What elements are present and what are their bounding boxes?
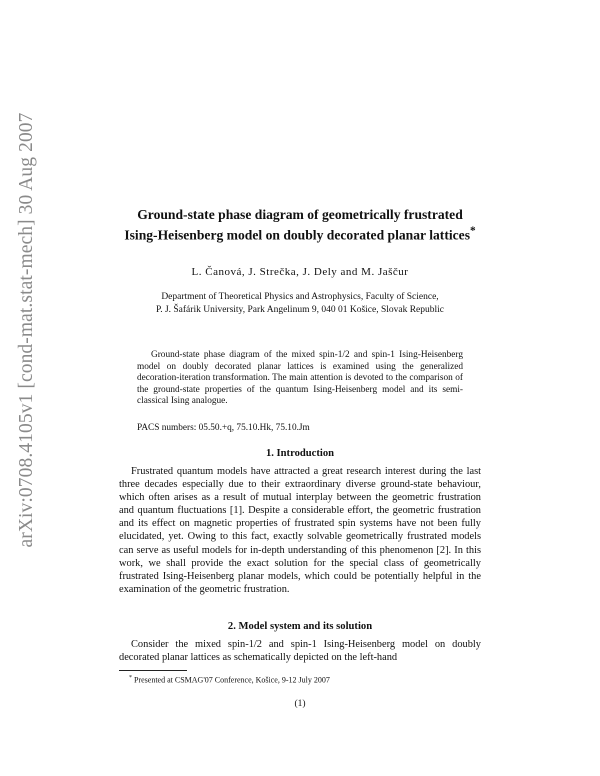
paper-title	[119, 206, 481, 244]
arxiv-sidebar	[14, 60, 40, 600]
paper-title-text: Ground-state phase diagram of geometrically frustrated Ising-Heisenberg model on doubly decorated planar lattices	[124, 207, 470, 243]
footnote-text: Presented at CSMAG'07 Conference, Košice, 9-12 July 2007	[134, 675, 330, 685]
introduction-paragraph: Frustrated quantum models have attracted a great research interest during the last three decades especially due to their extraordinary diverse ground-state behaviour, which often arises as a result of mutual interplay between the geometric frustration and quantum fluctuations [1]. Despite a considerable effort, the geometric frustration and its effect on magnetic properties of frustrated spin systems have not been fully elucidated, yet. Owing to this fact, exactly solvable geometrically frustrated models can serve as useful models for in-depth understanding of this phenomenon [2]. In this work, we shall provide the exact solution for the special class of geometrically frustrated Ising-Heisenberg planar models, which could be potentially helpful in the examination of the geometric frustration.	[119, 466, 481, 595]
arxiv-identifier: arXiv:0708.4105v1 [cond-mat.stat-mech] 30 Aug 2007	[16, 112, 37, 548]
page-number: (1)	[294, 699, 306, 709]
footnote-rule	[119, 670, 187, 671]
footnote	[129, 673, 479, 686]
section-heading-introduction: 1. Introduction	[265, 448, 335, 459]
author-list: L. Čanová, J. Strečka, J. Dely and M. Jaščur	[191, 266, 409, 278]
paper-page	[119, 0, 481, 776]
model-paragraph: Consider the mixed spin-1/2 and spin-1 Ising-Heisenberg model on doubly decorated planar lattices as schematically depicted on the left-hand	[119, 639, 481, 664]
affiliation	[119, 291, 481, 316]
title-footnote-marker: *	[469, 225, 476, 237]
affiliation-line-2: P. J. Šafárik University, Park Angelinum 9, 040 01 Košice, Slovak Republic	[155, 304, 445, 315]
affiliation-line-1: Department of Theoretical Physics and Astrophysics, Faculty of Science,	[161, 292, 439, 302]
pacs-numbers: PACS numbers: 05.50.+q, 75.10.Hk, 75.10.Jm	[137, 423, 310, 433]
abstract: Ground-state phase diagram of the mixed spin-1/2 and spin-1 Ising-Heisenberg model on doubly decorated planar lattices is examined using the generalized decoration-iteration transformation. The main attention is devoted to the comparison of the ground-state properties of the quantum Ising-Heisenberg model and its semi-classical Ising analogue.	[137, 350, 463, 407]
footnote-marker: *	[129, 675, 132, 681]
section-heading-model: 2. Model system and its solution	[227, 621, 373, 632]
